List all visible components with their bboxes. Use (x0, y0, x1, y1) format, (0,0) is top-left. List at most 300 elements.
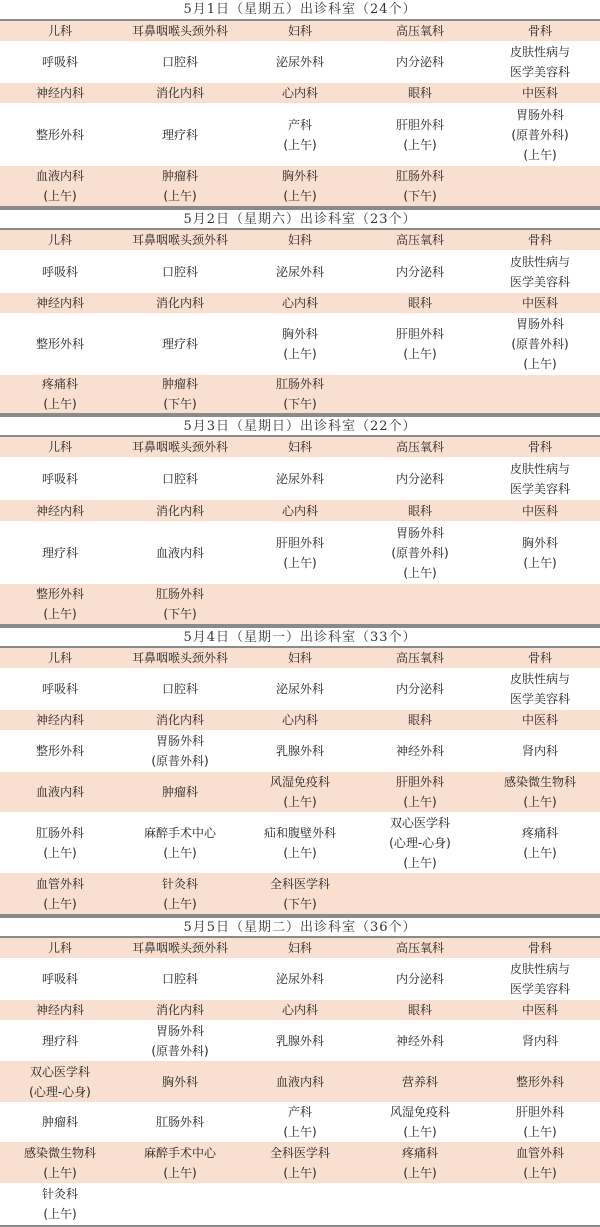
department-name: 理疗科 (41, 1033, 78, 1048)
table-row (0, 730, 600, 772)
department-name: 整形外科 (35, 744, 84, 758)
department-cell (120, 1142, 240, 1183)
department-cell (120, 166, 240, 206)
department-cell (120, 313, 240, 375)
department-note: 医学美容科 (509, 481, 570, 496)
department-note: 医学美容科 (509, 274, 570, 289)
department-note: (上午) (43, 1207, 77, 1221)
department-note: (原普外科) (151, 754, 209, 768)
department-note: (下午) (163, 607, 197, 621)
department-cell (480, 772, 600, 812)
department-name: 骨科 (527, 440, 552, 454)
department-cell (360, 293, 480, 313)
department-name: 神经外科 (395, 744, 444, 758)
table-row (0, 1000, 600, 1020)
department-cell (0, 521, 120, 584)
table-row (0, 772, 600, 812)
department-cell (120, 21, 240, 41)
department-note: (上午) (43, 607, 77, 621)
department-name: 理疗科 (41, 545, 78, 560)
department-cell (120, 230, 240, 250)
section-title: 5月1日（星期五）出诊科室（24个） (0, 0, 600, 21)
department-cell (480, 500, 600, 521)
department-note: (上午) (43, 1165, 77, 1180)
department-name: 肛肠外科 (395, 169, 444, 183)
empty-cell (360, 873, 480, 914)
department-name: 胸外科 (281, 327, 318, 341)
department-name: 血液内科 (275, 1074, 324, 1089)
department-name: 整形外科 (35, 587, 84, 601)
department-cell (240, 41, 360, 83)
department-cell (360, 772, 480, 812)
department-note: (上午) (283, 795, 317, 809)
department-name: 中医科 (521, 1003, 558, 1017)
department-cell (360, 938, 480, 958)
department-name: 产科 (287, 1105, 312, 1119)
department-name: 肝胆外科 (515, 1105, 564, 1119)
department-cell (120, 710, 240, 730)
department-cell (360, 83, 480, 103)
department-cell (360, 166, 480, 206)
department-name: 麻醉手术中心 (143, 825, 216, 840)
table-row (0, 812, 600, 873)
department-note: (上午) (283, 1125, 317, 1139)
department-cell (360, 457, 480, 500)
department-cell (120, 500, 240, 521)
department-name: 中医科 (521, 713, 558, 727)
department-name: 胃肠外科 (155, 734, 204, 748)
empty-cell (360, 1183, 480, 1225)
department-name: 肝胆外科 (395, 775, 444, 789)
department-name: 胸外科 (161, 1074, 198, 1089)
department-name: 高压氧科 (395, 233, 444, 247)
department-cell (120, 584, 240, 624)
department-name: 消化内科 (155, 296, 204, 310)
department-cell (360, 41, 480, 83)
table-row (0, 166, 600, 206)
department-cell (240, 500, 360, 521)
department-cell (360, 1102, 480, 1142)
table-row (0, 1183, 600, 1225)
department-cell (120, 958, 240, 1000)
department-name: 胃肠外科 (155, 1023, 204, 1038)
department-name: 内分泌科 (395, 972, 444, 986)
department-cell (480, 730, 600, 772)
department-cell (360, 1000, 480, 1020)
department-cell (240, 457, 360, 500)
department-cell (240, 1061, 360, 1102)
department-cell (240, 938, 360, 958)
department-cell (0, 648, 120, 668)
department-name: 妇科 (287, 24, 312, 38)
department-name: 肝胆外科 (395, 117, 444, 132)
empty-cell (480, 166, 600, 206)
department-name: 皮肤性病与 (509, 461, 570, 476)
department-note: (原普外科) (511, 127, 569, 142)
department-name: 麻醉手术中心 (143, 1145, 216, 1160)
department-name: 疼痛科 (401, 1145, 438, 1160)
department-cell (360, 730, 480, 772)
department-note: (上午) (163, 845, 197, 860)
department-name: 眼科 (407, 296, 432, 310)
department-name: 骨科 (527, 24, 552, 38)
department-name: 心内科 (281, 713, 318, 727)
department-cell (120, 1061, 240, 1102)
empty-cell (240, 584, 360, 624)
department-name: 内分泌科 (395, 471, 444, 486)
department-name: 儿科 (47, 24, 72, 38)
department-cell (240, 1102, 360, 1142)
department-name: 骨科 (527, 941, 552, 955)
department-cell (480, 1020, 600, 1061)
department-name: 血液内科 (35, 785, 84, 799)
department-cell (240, 437, 360, 457)
day-schedule-section (0, 916, 600, 1227)
department-name: 儿科 (47, 440, 72, 454)
table-row (0, 83, 600, 103)
department-name: 耳鼻咽喉头颈外科 (131, 440, 228, 454)
department-name: 耳鼻咽喉头颈外科 (131, 941, 228, 955)
department-name: 高压氧科 (395, 651, 444, 665)
department-note: (上午) (43, 845, 77, 860)
department-cell (120, 668, 240, 710)
department-cell (240, 250, 360, 293)
department-cell (120, 812, 240, 873)
department-name: 心内科 (281, 1003, 318, 1017)
department-note: (上午) (403, 1125, 437, 1139)
department-note: (上午) (283, 1165, 317, 1180)
department-cell (240, 313, 360, 375)
department-cell (120, 375, 240, 413)
department-name: 高压氧科 (395, 24, 444, 38)
department-name: 胃肠外科 (515, 107, 564, 122)
department-cell (0, 1183, 120, 1225)
department-cell (0, 500, 120, 521)
table-row (0, 521, 600, 584)
department-cell (240, 230, 360, 250)
department-cell (360, 1061, 480, 1102)
department-cell (360, 958, 480, 1000)
department-cell (240, 730, 360, 772)
department-name: 乳腺外科 (275, 1033, 324, 1048)
department-name: 营养科 (401, 1074, 438, 1089)
empty-cell (240, 1183, 360, 1225)
department-cell (120, 1000, 240, 1020)
department-note: (上午) (523, 147, 557, 162)
department-name: 肾内科 (521, 744, 558, 758)
department-cell (0, 457, 120, 500)
department-cell (0, 166, 120, 206)
department-cell (240, 1000, 360, 1020)
section-title: 5月4日（星期一）出诊科室（33个） (0, 626, 600, 648)
table-row (0, 230, 600, 250)
department-cell (120, 250, 240, 293)
department-cell (480, 521, 600, 584)
department-name: 感染微生物科 (503, 775, 576, 789)
department-name: 疝和腹壁外科 (263, 825, 336, 840)
table-row (0, 584, 600, 624)
department-note: (上午) (403, 795, 437, 809)
department-cell (0, 668, 120, 710)
department-name: 呼吸科 (41, 972, 78, 986)
department-name: 血液内科 (35, 169, 84, 183)
department-cell (480, 812, 600, 873)
empty-cell (480, 873, 600, 914)
department-name: 中医科 (521, 86, 558, 100)
department-name: 理疗科 (161, 337, 198, 351)
department-cell (360, 668, 480, 710)
department-cell (0, 230, 120, 250)
department-cell (480, 1000, 600, 1020)
department-note: (下午) (163, 397, 197, 411)
department-cell (360, 21, 480, 41)
department-table (0, 21, 600, 208)
department-name: 针灸科 (41, 1187, 78, 1201)
empty-cell (360, 375, 480, 413)
table-row (0, 21, 600, 41)
department-name: 神经内科 (35, 86, 84, 100)
department-name: 儿科 (47, 233, 72, 247)
department-note: (上午) (163, 189, 197, 203)
department-cell (480, 103, 600, 166)
department-name: 肿瘤科 (41, 1115, 78, 1129)
department-cell (0, 1061, 120, 1102)
department-cell (240, 83, 360, 103)
department-cell (240, 293, 360, 313)
department-table (0, 648, 600, 916)
department-name: 消化内科 (155, 503, 204, 518)
department-name: 耳鼻咽喉头颈外科 (131, 233, 228, 247)
department-name: 针灸科 (161, 876, 198, 891)
department-name: 口腔科 (161, 471, 198, 486)
department-name: 呼吸科 (41, 682, 78, 696)
department-cell (360, 521, 480, 584)
department-note: (上午) (283, 137, 317, 152)
department-note: 医学美容科 (509, 65, 570, 79)
department-note: (上午) (283, 189, 317, 203)
department-name: 眼科 (407, 503, 432, 518)
department-name: 产科 (287, 117, 312, 132)
department-cell (360, 500, 480, 521)
department-cell (0, 103, 120, 166)
department-name: 肛肠外科 (275, 377, 324, 391)
department-name: 肝胆外科 (275, 535, 324, 550)
department-note: (上午) (403, 565, 437, 580)
department-cell (0, 250, 120, 293)
department-name: 口腔科 (161, 972, 198, 986)
department-name: 血管外科 (35, 876, 84, 891)
department-cell (120, 41, 240, 83)
department-note: (上午) (523, 845, 557, 860)
table-row (0, 250, 600, 293)
department-cell (360, 250, 480, 293)
department-cell (360, 103, 480, 166)
empty-cell (120, 1183, 240, 1225)
department-cell (360, 1020, 480, 1061)
table-row (0, 103, 600, 166)
department-note: (上午) (523, 1125, 557, 1139)
department-cell (240, 668, 360, 710)
department-cell (120, 730, 240, 772)
department-note: (上午) (283, 845, 317, 860)
department-name: 乳腺外科 (275, 744, 324, 758)
department-name: 口腔科 (161, 55, 198, 69)
department-name: 骨科 (527, 651, 552, 665)
department-name: 骨科 (527, 233, 552, 247)
department-cell (480, 1102, 600, 1142)
department-cell (480, 41, 600, 83)
department-name: 整形外科 (515, 1074, 564, 1089)
department-note: (上午) (523, 1165, 557, 1180)
department-cell (0, 83, 120, 103)
department-note: (原普外科) (391, 545, 449, 560)
department-cell (240, 1142, 360, 1183)
department-name: 双心医学科 (29, 1064, 90, 1079)
department-note: (原普外科) (511, 337, 569, 351)
department-name: 心内科 (281, 503, 318, 518)
department-name: 皮肤性病与 (509, 672, 570, 686)
department-name: 神经内科 (35, 503, 84, 518)
department-name: 泌尿外科 (275, 471, 324, 486)
department-cell (240, 958, 360, 1000)
department-cell (480, 710, 600, 730)
department-cell (120, 103, 240, 166)
department-name: 整形外科 (35, 337, 84, 351)
department-name: 血管外科 (515, 1145, 564, 1160)
department-name: 肾内科 (521, 1033, 558, 1048)
department-note: (原普外科) (151, 1043, 209, 1058)
department-name: 风湿免疫科 (269, 775, 330, 789)
department-cell (0, 1020, 120, 1061)
department-cell (480, 938, 600, 958)
empty-cell (480, 584, 600, 624)
department-name: 肛肠外科 (155, 587, 204, 601)
department-name: 泌尿外科 (275, 264, 324, 279)
day-schedule-section (0, 0, 600, 208)
department-cell (120, 648, 240, 668)
department-name: 高压氧科 (395, 941, 444, 955)
department-cell (480, 250, 600, 293)
department-cell (480, 648, 600, 668)
department-name: 双心医学科 (389, 815, 450, 830)
day-schedule-section (0, 626, 600, 916)
department-name: 内分泌科 (395, 264, 444, 279)
department-note: (上午) (43, 397, 77, 411)
table-row (0, 1020, 600, 1061)
department-name: 中医科 (521, 503, 558, 518)
department-cell (360, 313, 480, 375)
department-name: 疼痛科 (521, 825, 558, 840)
department-name: 泌尿外科 (275, 682, 324, 696)
department-cell (0, 730, 120, 772)
table-row (0, 938, 600, 958)
department-name: 眼科 (407, 86, 432, 100)
department-name: 中医科 (521, 296, 558, 310)
table-row (0, 873, 600, 914)
department-name: 神经内科 (35, 1003, 84, 1017)
department-cell (360, 710, 480, 730)
department-cell (120, 873, 240, 914)
department-note: (上午) (43, 189, 77, 203)
table-row (0, 313, 600, 375)
department-name: 肛肠外科 (35, 825, 84, 840)
department-name: 眼科 (407, 1003, 432, 1017)
table-row (0, 1102, 600, 1142)
department-name: 风湿免疫科 (389, 1105, 450, 1119)
department-name: 内分泌科 (395, 682, 444, 696)
department-cell (360, 812, 480, 873)
department-note: (上午) (283, 347, 317, 361)
department-cell (240, 812, 360, 873)
department-name: 肿瘤科 (161, 785, 198, 799)
department-cell (240, 1020, 360, 1061)
department-name: 肿瘤科 (161, 377, 198, 391)
department-name: 疼痛科 (41, 377, 78, 391)
department-name: 全科医学科 (269, 1145, 330, 1160)
department-cell (480, 293, 600, 313)
department-cell (240, 873, 360, 914)
department-cell (0, 1142, 120, 1183)
table-row (0, 293, 600, 313)
table-row (0, 648, 600, 668)
department-cell (120, 1020, 240, 1061)
department-name: 皮肤性病与 (509, 45, 570, 59)
table-row (0, 41, 600, 83)
section-title: 5月3日（星期日）出诊科室（22个） (0, 415, 600, 437)
department-note: (上午) (403, 137, 437, 152)
department-name: 耳鼻咽喉头颈外科 (131, 651, 228, 665)
department-name: 呼吸科 (41, 55, 78, 69)
department-note: (上午) (403, 347, 437, 361)
department-cell (480, 230, 600, 250)
department-note: (上午) (523, 555, 557, 570)
department-name: 心内科 (281, 296, 318, 310)
department-name: 全科医学科 (269, 876, 330, 891)
department-note: (上午) (283, 555, 317, 570)
department-note: (上午) (523, 795, 557, 809)
department-cell (0, 812, 120, 873)
department-cell (0, 41, 120, 83)
department-name: 皮肤性病与 (509, 254, 570, 269)
department-name: 神经外科 (395, 1033, 444, 1048)
department-cell (480, 437, 600, 457)
department-cell (0, 873, 120, 914)
department-name: 儿科 (47, 651, 72, 665)
department-name: 高压氧科 (395, 440, 444, 454)
department-name: 神经内科 (35, 713, 84, 727)
department-name: 血液内科 (155, 545, 204, 560)
department-cell (120, 437, 240, 457)
department-name: 消化内科 (155, 713, 204, 727)
department-note: (上午) (163, 896, 197, 911)
department-cell (360, 1142, 480, 1183)
department-name: 胸外科 (521, 535, 558, 550)
department-name: 耳鼻咽喉头颈外科 (131, 24, 228, 38)
day-schedule-section (0, 415, 600, 626)
department-note: 医学美容科 (509, 982, 570, 996)
department-cell (0, 938, 120, 958)
department-name: 口腔科 (161, 264, 198, 279)
department-name: 消化内科 (155, 1003, 204, 1017)
department-cell (0, 1000, 120, 1020)
department-name: 整形外科 (35, 127, 84, 142)
department-cell (0, 313, 120, 375)
department-name: 胃肠外科 (515, 317, 564, 331)
department-cell (0, 958, 120, 1000)
department-name: 泌尿外科 (275, 972, 324, 986)
department-table (0, 230, 600, 415)
table-row (0, 1061, 600, 1102)
